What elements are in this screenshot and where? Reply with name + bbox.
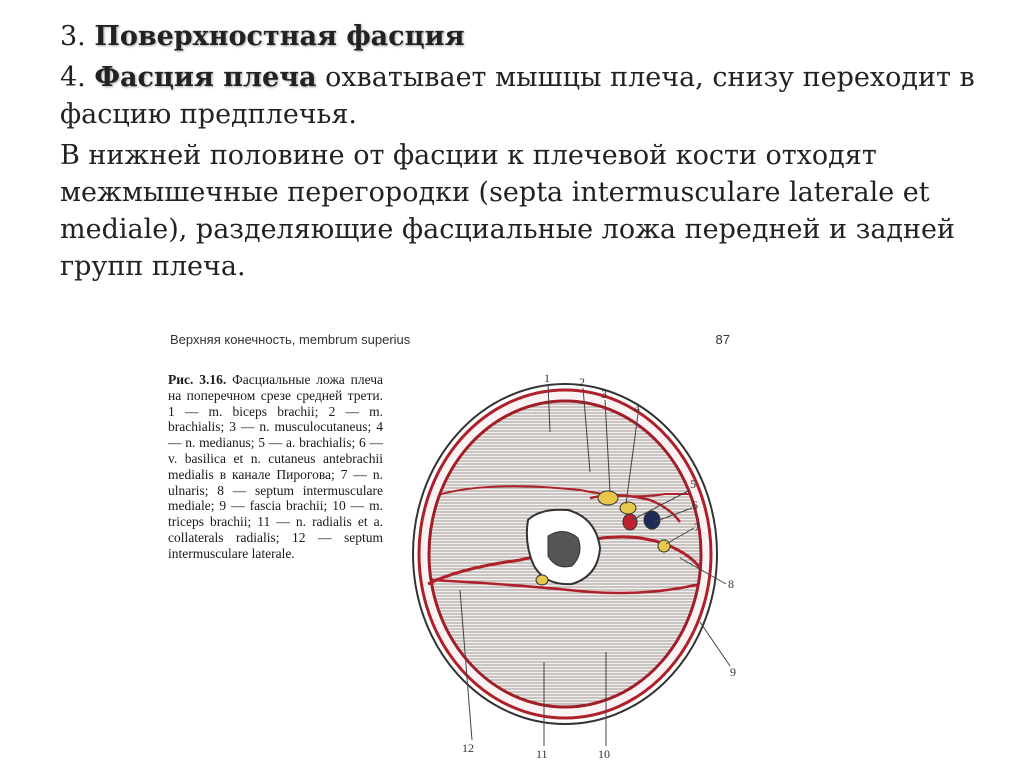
figure-label-5: 5: [690, 477, 696, 491]
paragraph-superficial-fascia: [60, 18, 980, 55]
figure-header-title: Верхняя конечность, membrum superius: [170, 332, 411, 347]
figure-label-6: 6: [692, 498, 698, 512]
slide-text: [60, 18, 980, 285]
caption-text: Фасциальные ложа плеча на поперечном срезе средней трети. 1 — m. biceps brachii; 2 — m. brachialis; 3 — n. musculocutaneus; 4 — n. medianus; 5 — a. brachialis; 6 — v. basilica et n. cutaneus antebrachii medialis в канале Пирогова; 7 — n. ulnaris; 8 — septum intermusculare mediale; 9 — fascia brachii; 10 — m. triceps brachii; 11 — n. radialis et a. collaterals radialis; 12 — septum intermusculare laterale.: [168, 372, 384, 561]
caption-title: Рис. 3.16.: [168, 372, 227, 387]
term-arm-fascia: Фасция плеча: [94, 62, 317, 93]
figure-label-1: 1: [544, 371, 550, 385]
figure-label-7: 7: [694, 520, 700, 534]
figure-label-2: 2: [579, 375, 585, 389]
figure-label-10: 10: [598, 747, 610, 761]
figure-label-9: 9: [730, 665, 736, 679]
arm-cross-section-diagram: [160, 322, 770, 767]
term-superficial-fascia: Поверхностная фасция: [94, 21, 465, 52]
figure-label-4: 4: [634, 401, 640, 415]
figure-page-number: 87: [715, 332, 730, 347]
paragraph-arm-fascia: [60, 59, 980, 133]
paragraph-septa: В нижней половине от фасции к плечевой кости отходят межмышечные перегородки (septa intermusculare lateralе et mediale), разделяющие фасциальные ложа передней и задней групп плеча.: [60, 140, 956, 282]
figure-label-8: 8: [728, 577, 734, 591]
figure-label-3: 3: [601, 387, 607, 401]
item-number: 4.: [60, 62, 86, 93]
anatomy-figure: [160, 322, 770, 767]
arm-fascia-description: охватывает мышцы плеча, снизу переходит в фасцию предплечья.: [60, 62, 975, 130]
figure-label-11: 11: [536, 747, 548, 761]
figure-label-12: 12: [462, 741, 474, 755]
item-number: 3.: [60, 21, 86, 52]
